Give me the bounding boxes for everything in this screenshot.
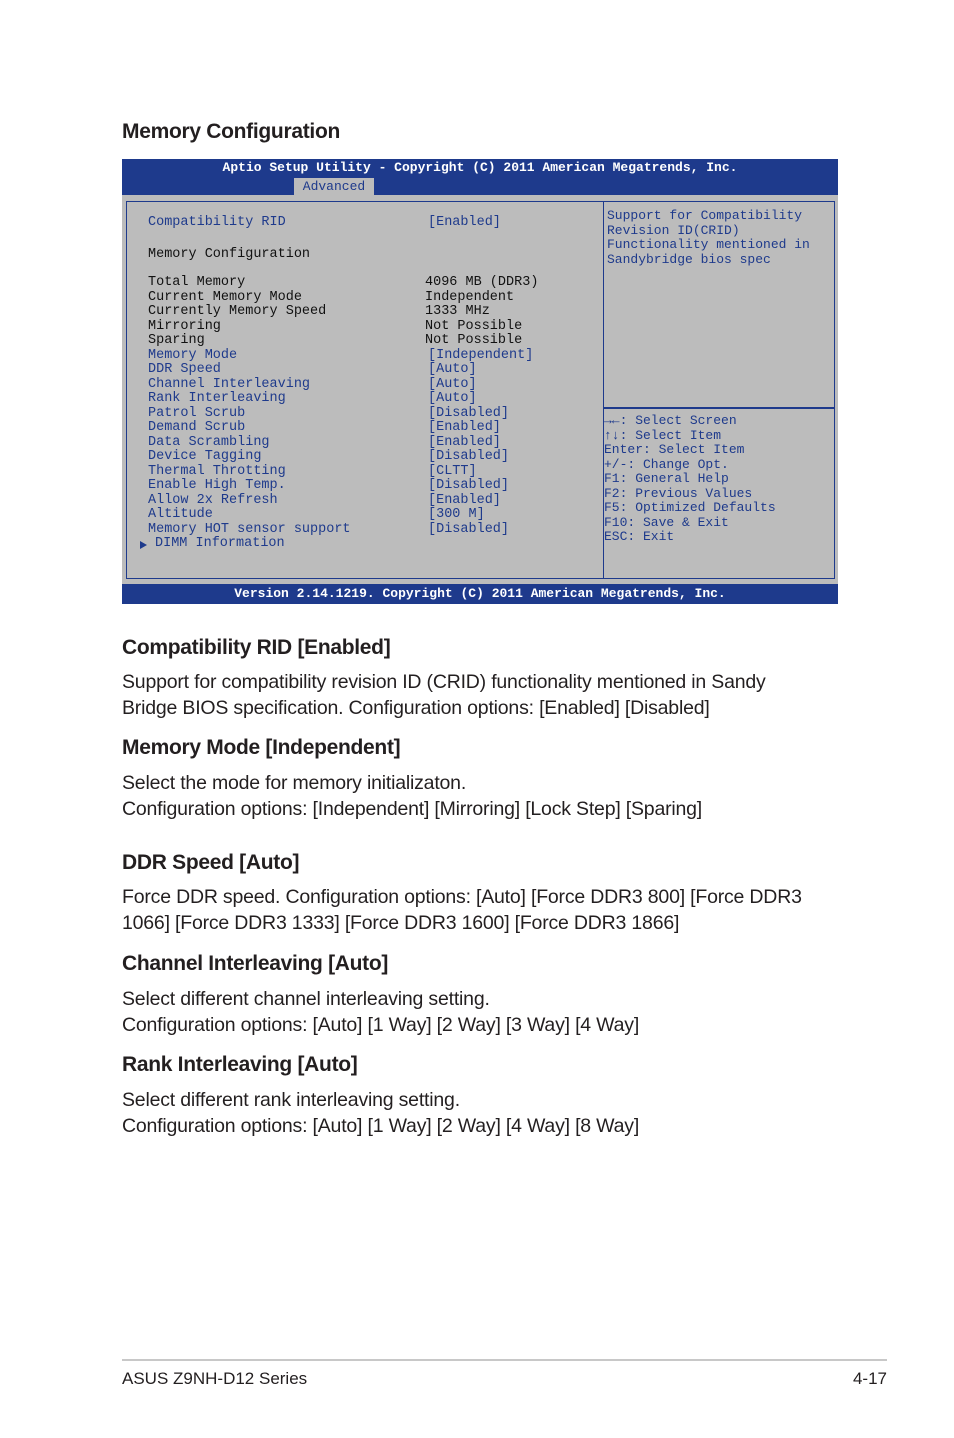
bios-row-value: [Enabled]: [428, 215, 501, 230]
bios-help-line: Support for Compatibility: [607, 208, 803, 223]
bios-row-value: [Disabled]: [428, 521, 510, 537]
bios-row-label: Compatibility RID: [148, 215, 286, 230]
bios-row-value: [Auto]: [428, 376, 477, 392]
footer-divider: [122, 1359, 887, 1361]
bios-row-label: Rank Interleaving: [148, 391, 286, 406]
bios-row[interactable]: [122, 494, 602, 509]
bios-row-label: Thermal Throtting: [148, 463, 286, 479]
bios-row-label: Mirroring: [148, 318, 221, 334]
footer-page-number: 4-17: [852, 1369, 887, 1388]
bios-screenshot: [122, 159, 838, 604]
bios-row-label: Allow 2x Refresh: [148, 492, 278, 508]
section-description: [122, 1087, 639, 1139]
section-title: Memory Mode [Independent]: [122, 736, 401, 759]
bios-row-label: Altitude: [148, 507, 213, 522]
bios-row[interactable]: [122, 537, 602, 552]
bios-row[interactable]: [122, 216, 602, 231]
bios-row[interactable]: [122, 450, 602, 465]
bios-row-value: Not Possible: [425, 318, 523, 334]
section-title: Compatibility RID [Enabled]: [122, 636, 391, 659]
bios-row-label: Enable High Temp.: [148, 478, 286, 493]
section-title: DDR Speed [Auto]: [122, 851, 300, 874]
bios-row[interactable]: [122, 465, 602, 480]
bios-row-label: Sparing: [148, 333, 205, 348]
bios-row-value: [300 M]: [428, 507, 485, 522]
bios-row: [122, 276, 602, 291]
bios-row[interactable]: [122, 407, 602, 422]
bios-row-value: [Disabled]: [428, 405, 510, 421]
section-line: Select the mode for memory initializaton.: [122, 772, 467, 794]
bios-row[interactable]: [122, 508, 602, 523]
bios-row[interactable]: [122, 378, 602, 393]
bios-row-label: Memory HOT sensor support: [148, 521, 351, 537]
bios-key-line: F1: General Help: [604, 471, 729, 486]
tab-advanced[interactable]: Advanced: [294, 178, 374, 195]
section-line: Support for compatibility revision ID (CRID) functionality mentioned in Sandy: [122, 671, 766, 693]
bios-key-line: ↑↓: Select Item: [604, 427, 722, 443]
bios-row: [122, 291, 602, 306]
bios-row-value: [Auto]: [428, 362, 477, 377]
bios-row-label: Demand Scrub: [148, 420, 246, 435]
bios-row-value: [Disabled]: [428, 449, 510, 464]
page-title: Memory Configuration: [122, 120, 340, 143]
section-title: Channel Interleaving [Auto]: [122, 952, 389, 975]
section-line: Select different channel interleaving setting.: [122, 988, 490, 1010]
bios-key-line: F10: Save & Exit: [604, 514, 729, 530]
bios-key-line: F2: Previous Values: [604, 485, 753, 501]
bios-row-value: 4096 MB (DDR3): [425, 275, 539, 290]
bios-title-bar: [122, 159, 838, 195]
bios-row-value: [Enabled]: [428, 434, 501, 450]
section-line: Bridge BIOS specification. Configuration options: [Enabled] [Disabled]: [122, 697, 710, 719]
bios-row-value: 1333 MHz: [425, 304, 490, 319]
section-title: Rank Interleaving [Auto]: [122, 1053, 358, 1076]
bios-row-label: Device Tagging: [148, 449, 262, 464]
bios-row[interactable]: [122, 392, 602, 407]
bios-row: [122, 248, 602, 263]
triangle-right-icon: [140, 541, 147, 549]
bios-row-label: Total Memory: [148, 275, 246, 290]
bios-row-value: [Auto]: [428, 391, 477, 406]
bios-row-label: DDR Speed: [148, 362, 221, 377]
section-line: Configuration options: [Auto] [1 Way] [2 Way] [4 Way] [8 Way]: [122, 1115, 640, 1137]
bios-row: [122, 320, 602, 335]
bios-row[interactable]: [122, 363, 602, 378]
bios-key-line: Enter: Select Item: [604, 442, 745, 457]
bios-row: [122, 334, 602, 349]
section-line: Force DDR speed. Configuration options: [Auto] [Force DDR3 800] [Force DDR3: [122, 886, 802, 908]
footer-series: ASUS Z9NH-D12 Series: [122, 1369, 308, 1388]
bios-key-line: →←: Select Screen: [604, 413, 737, 428]
bios-row-value: [Disabled]: [428, 478, 510, 493]
section-line: Select different rank interleaving setting.: [122, 1089, 460, 1111]
bios-help-line: Revision ID(CRID): [607, 222, 740, 238]
section-description: [122, 884, 802, 936]
bios-row-value: [Enabled]: [428, 420, 501, 435]
section-description: [122, 986, 639, 1038]
bios-help-line: Sandybridge bios spec: [607, 251, 771, 267]
bios-key-line: +/-: Change Opt.: [604, 456, 729, 472]
bios-row-value: [CLTT]: [428, 463, 477, 479]
bios-header-text: Aptio Setup Utility - Copyright (C) 2011 American Megatrends, Inc.: [222, 160, 738, 175]
bios-help-line: Functionality mentioned in: [607, 237, 810, 252]
bios-row-label: Memory Mode: [148, 347, 238, 363]
bios-row-label: Current Memory Mode: [148, 289, 302, 305]
bios-row-label: Currently Memory Speed: [148, 304, 327, 319]
bios-key-line: ESC: Exit: [604, 529, 675, 544]
bios-row[interactable]: [122, 479, 602, 494]
section-description: [122, 770, 702, 822]
bios-row-label: Memory Configuration: [148, 247, 311, 262]
bios-row-value: Independent: [425, 289, 515, 305]
bios-footer-text: Version 2.14.1219. Copyright (C) 2011 American Megatrends, Inc.: [234, 586, 726, 601]
bios-key-line: F5: Optimized Defaults: [604, 500, 776, 515]
bios-row-value: [Enabled]: [428, 492, 501, 508]
section-line: Configuration options: [Independent] [Mirroring] [Lock Step] [Sparing]: [122, 798, 703, 820]
bios-row[interactable]: [122, 349, 602, 364]
bios-row-value: [Independent]: [428, 347, 534, 363]
bios-footer-bar: [122, 584, 838, 604]
bios-row-label: Data Scrambling: [148, 434, 270, 450]
bios-row[interactable]: [122, 523, 602, 538]
bios-row-label: DIMM Information: [155, 536, 285, 551]
bios-row[interactable]: [122, 421, 602, 436]
bios-row-value: Not Possible: [425, 333, 523, 348]
bios-row[interactable]: [122, 436, 602, 451]
bios-row: [122, 305, 602, 320]
bios-row-label: Patrol Scrub: [148, 405, 246, 421]
section-line: 1066] [Force DDR3 1333] [Force DDR3 1600] [Force DDR3 1866]: [122, 912, 680, 934]
section-line: Configuration options: [Auto] [1 Way] [2 Way] [3 Way] [4 Way]: [122, 1014, 640, 1036]
bios-row-label: Channel Interleaving: [148, 376, 311, 392]
section-description: [122, 669, 766, 721]
